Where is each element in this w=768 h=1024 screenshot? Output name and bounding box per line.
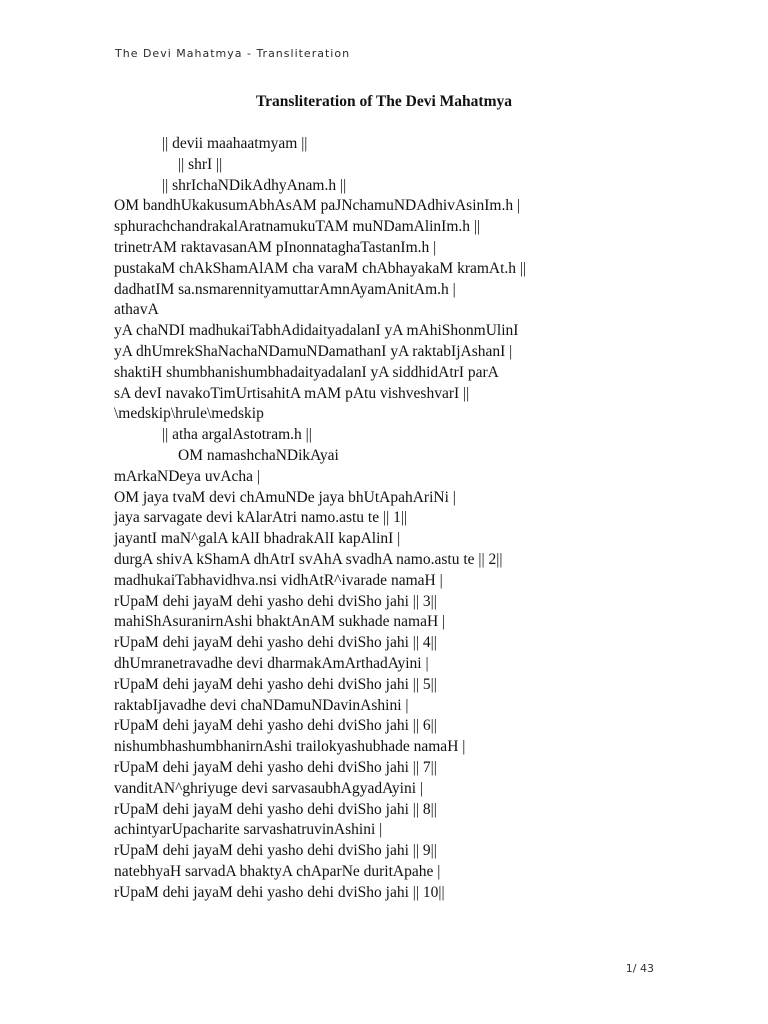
text-line: rUpaM dehi jayaM dehi yasho dehi dviSho jahi || 3||: [114, 592, 437, 610]
text-line: dadhatIM sa.nsmarennityamuttarAmnAyamAnitAm.h |: [114, 280, 456, 298]
text-line: raktabIjavadhe devi chaNDamuNDavinAshini |: [114, 696, 409, 714]
text-line: dhUmranetravadhe devi dharmakAmArthadAyini |: [114, 654, 429, 672]
text-line: sA devI navakoTimUrtisahitA mAM pAtu vishveshvarI ||: [114, 384, 470, 402]
text-line: trinetrAM raktavasanAM pInonnataghaTastanIm.h |: [114, 238, 437, 256]
text-line: vanditAN^ghriyuge devi sarvasaubhAgyadAyini |: [114, 779, 423, 797]
text-line: rUpaM dehi jayaM dehi yasho dehi dviSho jahi || 7||: [114, 758, 437, 776]
text-line: durgA shivA kShamA dhAtrI svAhA svadhA namo.astu te || 2||: [114, 550, 503, 568]
text-line: rUpaM dehi jayaM dehi yasho dehi dviSho jahi || 8||: [114, 800, 437, 818]
text-line: || atha argalAstotram.h ||: [162, 426, 312, 444]
text-line: shaktiH shumbhanishumbhadaityadalanI yA siddhidAtrI parA: [114, 363, 499, 381]
text-line: rUpaM dehi jayaM dehi yasho dehi dviSho jahi || 6||: [114, 717, 437, 735]
text-line: \medskip\hrule\medskip: [114, 405, 264, 423]
text-line: pustakaM chAkShamAlAM cha varaM chAbhayakaM kramAt.h ||: [114, 259, 527, 277]
document-body: [114, 134, 674, 903]
text-line: yA chaNDI madhukaiTabhAdidaityadalanI yA mAhiShonmUlinI: [114, 322, 519, 340]
text-line: rUpaM dehi jayaM dehi yasho dehi dviSho jahi || 4||: [114, 634, 437, 652]
text-line: achintyarUpacharite sarvashatruvinAshini |: [114, 821, 383, 839]
text-line: jayantI maN^galA kAlI bhadrakAlI kapAlinI |: [114, 530, 401, 548]
text-line: natebhyaH sarvadA bhaktyA chAparNe duritApahe |: [114, 862, 441, 880]
text-line: rUpaM dehi jayaM dehi yasho dehi dviSho jahi || 9||: [114, 842, 437, 860]
text-line: mArkaNDeya uvAcha |: [114, 467, 260, 485]
text-line: rUpaM dehi jayaM dehi yasho dehi dviSho jahi || 10||: [114, 883, 445, 901]
text-line: OM namashchaNDikAyai: [178, 446, 339, 464]
text-line: yA dhUmrekShaNachaNDamuNDamathanI yA raktabIjAshanI |: [114, 342, 513, 360]
text-line: || devii maahaatmyam ||: [162, 135, 308, 152]
text-line: rUpaM dehi jayaM dehi yasho dehi dviSho jahi || 5||: [114, 675, 437, 693]
text-line: nishumbhashumbhanirnAshi trailokyashubhade namaH |: [114, 738, 466, 756]
document-title: Transliteration of The Devi Mahatmya: [255, 93, 512, 110]
text-line: sphurachchandrakalAratnamukuTAM muNDamAlinIm.h ||: [114, 218, 481, 236]
text-line: athavA: [114, 301, 159, 319]
page-indicator: 1/ 43: [625, 962, 654, 975]
text-line: || shrIchaNDikAdhyAnam.h ||: [162, 176, 347, 194]
text-line: OM bandhUkakusumAbhAsAM paJNchamuNDAdhivAsinIm.h |: [114, 197, 521, 215]
text-line: mahiShAsuranirnAshi bhaktAnAM sukhade namaH |: [114, 613, 446, 631]
text-line: jaya sarvagate devi kAlarAtri namo.astu te || 1||: [114, 509, 408, 527]
text-line: || shrI ||: [178, 155, 223, 173]
text-line: OM jaya tvaM devi chAmuNDe jaya bhUtApahAriNi |: [114, 488, 456, 506]
running-header: The Devi Mahatmya - Transliteration: [115, 47, 351, 60]
text-line: madhukaiTabhavidhva.nsi vidhAtR^ivarade namaH |: [114, 571, 443, 589]
